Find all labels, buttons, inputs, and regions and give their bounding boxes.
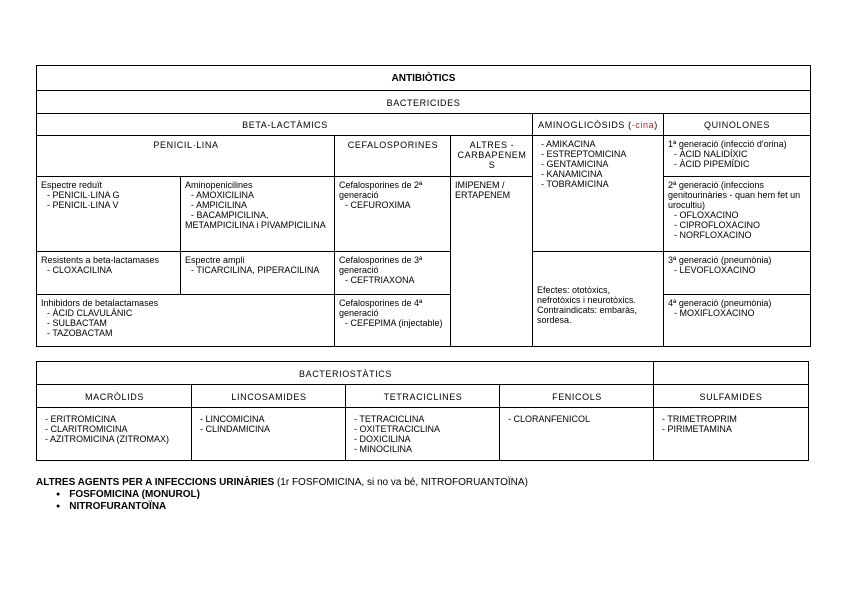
list-item: - TAZOBACTAM [47, 328, 113, 338]
aminoglycosides-efectes [532, 251, 663, 347]
list-item: - DOXICILINA [354, 434, 411, 444]
inhibidors-title: Inhibidors de betalactamases [41, 298, 159, 308]
list-item [56, 489, 200, 501]
beta-lactamics-header: BETA-LACTÀMICS [37, 113, 533, 136]
list-item: - AMIKACINA [541, 139, 596, 149]
quinolones-gen2-title-2: genitourinàries - quan hem fet un [668, 190, 801, 200]
list-item: - TICARCILINA, PIPERACILINA [191, 265, 320, 275]
macrolids-header: MACRÒLIDS [37, 384, 192, 408]
list-item: - LINCOMICINA [200, 414, 265, 424]
list-item: - CEFUROXIMA [345, 200, 411, 210]
list-item: - CLOXACILINA [47, 265, 113, 275]
carbapenems-header-line2: CARBAPENEM [457, 150, 527, 160]
list-item: - CIPROFLOXACINO [674, 220, 761, 230]
resistents-title: Resistents a beta-lactamases [41, 255, 160, 265]
list-item: - GENTAMICINA [541, 159, 609, 169]
cefalo-gen2-title-2: generació [339, 190, 379, 200]
list-item: - TETRACICLINA [354, 414, 425, 424]
inhibidors-cell [37, 294, 335, 347]
quinolones-gen1-title: 1ª generació (infecció d'orina) [668, 139, 787, 149]
espectre-ampli-cell [180, 251, 335, 295]
penicilina-header: PENICIL·LINA [37, 135, 335, 177]
altres-agents-title: ALTRES AGENTS PER A INFECCIONS URINÀRIES [36, 477, 275, 488]
list-item: - AZITROMICINA (ZITROMAX) [45, 434, 169, 444]
espectre-reduit-cell [37, 176, 181, 252]
cefalosporines-gen3-cell [334, 251, 451, 295]
antibiotics-table [36, 65, 811, 347]
efectes-line: Contraindicats: embaràs, [537, 305, 638, 315]
quinolones-gen3 [663, 251, 810, 295]
cefalo-gen4-title: Cefalosporines de 4ª [339, 298, 423, 308]
quinolones-gen2 [663, 176, 810, 252]
list-item: - AMOXICILINA [191, 190, 255, 200]
list-item: - CLARITROMICINA [45, 424, 128, 434]
cefalosporines-gen4-cell [334, 294, 451, 347]
list-item: - TRIMETROPRIM [662, 414, 737, 424]
list-item: - ESTREPTOMICINA [541, 149, 627, 159]
bacteriostatics-table [36, 361, 809, 461]
list-item: - ÀCID PIPEMÍDIC [674, 159, 750, 169]
list-item [56, 501, 200, 513]
carbapenems-header-line1: ALTRES - [469, 140, 515, 150]
lincosamides-list [191, 407, 346, 460]
list-item: - CEFEPIMA (injectable) [345, 318, 443, 328]
list-item: - OXITETRACICLINA [354, 424, 441, 434]
tetraciclines-header: TETRACICLINES [345, 384, 500, 408]
list-item: - ÀCID NALIDÍXIC [674, 149, 748, 159]
list-item: - CLORANFENICOL [508, 414, 591, 424]
altres-agents-note: (1r FOSFOMICINA, si no va bé, NITROFORUANTOÏNA) [274, 477, 528, 488]
aminoglycosides-header [532, 113, 663, 136]
quinolones-header: QUINOLONES [663, 113, 810, 136]
lincosamides-header: LINCOSAMIDES [191, 384, 346, 408]
carbapenems-header [450, 135, 533, 177]
quinolones-gen1 [663, 135, 810, 177]
sulfamides-header: SULFAMIDES [653, 384, 808, 408]
list-item: - BACAMPICILINA, [191, 210, 269, 220]
cefalosporines-gen2-cell [334, 176, 451, 252]
tetraciclines-list [345, 407, 500, 460]
cefalo-gen4-title-2: generació [339, 308, 379, 318]
list-item: - ERITROMICINA [45, 414, 116, 424]
list-item: - CEFTRIAXONA [345, 275, 415, 285]
espectre-reduit-title: Espectre reduït [41, 180, 103, 190]
cefalo-gen3-title-2: generació [339, 265, 379, 275]
list-item: - AMPICILINA [191, 200, 248, 210]
quinolones-gen4-title: 4ª generació (pneumònia) [668, 298, 772, 308]
macrolids-list [37, 407, 192, 460]
efectes-line: Efectes: ototòxics, [537, 285, 611, 295]
espectre-ampli-title: Espectre ampli [185, 255, 245, 265]
list-item: - PENICIL·LINA V [47, 200, 119, 210]
fenicols-header: FENICOLS [499, 384, 654, 408]
aminoglycosides-label: AMINOGLICÒSIDS ( [538, 120, 632, 130]
list-item: - SULBACTAM [47, 318, 107, 328]
list-item: - ÀCID CLAVULÀNIC [47, 308, 133, 318]
efectes-line: nefrotòxics i neurotòxics. [537, 295, 637, 305]
list-item-label: NITROFURANTOÏNA [69, 501, 167, 512]
efectes-line: sordesa. [537, 315, 572, 325]
aminoglycosides-close: ) [654, 120, 658, 130]
cefalo-gen3-title: Cefalosporines de 3ª [339, 255, 423, 265]
list-item: - KANAMICINA [541, 169, 603, 179]
list-item: IMIPENEM / [455, 180, 505, 190]
quinolones-gen4 [663, 294, 810, 347]
list-item: ERTAPENEM [455, 190, 511, 200]
resistents-cell [37, 251, 181, 295]
fenicols-list [499, 407, 654, 460]
cina-suffix: -cina [631, 120, 655, 130]
cefalosporines-header: CEFALOSPORINES [334, 135, 451, 177]
carbapenems-header-line3: S [488, 160, 496, 170]
cefalo-gen2-title: Cefalosporines de 2ª [339, 180, 423, 190]
altres-agents-heading [36, 477, 528, 489]
aminopenicilines-cell [180, 176, 335, 252]
quinolones-gen2-title: 2ª generació (infeccions [668, 180, 764, 190]
bactericides-header: BACTERICIDES [37, 90, 810, 114]
aminoglycosides-list [532, 135, 663, 251]
list-item: - MINOCILINA [354, 444, 413, 454]
aminopenicilines-title: Aminopenicilines [185, 180, 253, 190]
bacteriostatics-header-spacer [653, 362, 808, 385]
list-item: - NORFLOXACINO [674, 230, 752, 240]
sulfamides-list [653, 407, 808, 460]
list-item: - MOXIFLOXACINO [674, 308, 755, 318]
list-item: - LEVOFLOXACINO [674, 265, 756, 275]
list-item: - OFLOXACINO [674, 210, 739, 220]
bacteriostatics-header: BACTERIOSTÀTICS [298, 368, 392, 379]
list-item: - CLINDAMICINA [200, 424, 271, 434]
list-item-label: FOSFOMICINA (MONUROL) [69, 489, 200, 500]
table-title: ANTIBIÒTICS [391, 72, 456, 84]
list-item: METAMPICILINA i PIVAMPICILINA [185, 220, 326, 230]
quinolones-gen3-title: 3ª generació (pneumònia) [668, 255, 772, 265]
altres-agents-list [56, 489, 200, 513]
list-item: - TOBRAMICINA [541, 179, 609, 189]
list-item: - PENICIL·LINA G [47, 190, 120, 200]
quinolones-gen2-title-3: urocultiu) [668, 200, 706, 210]
list-item: - PIRIMETAMINA [662, 424, 732, 434]
carbapenems-cell [450, 176, 533, 347]
